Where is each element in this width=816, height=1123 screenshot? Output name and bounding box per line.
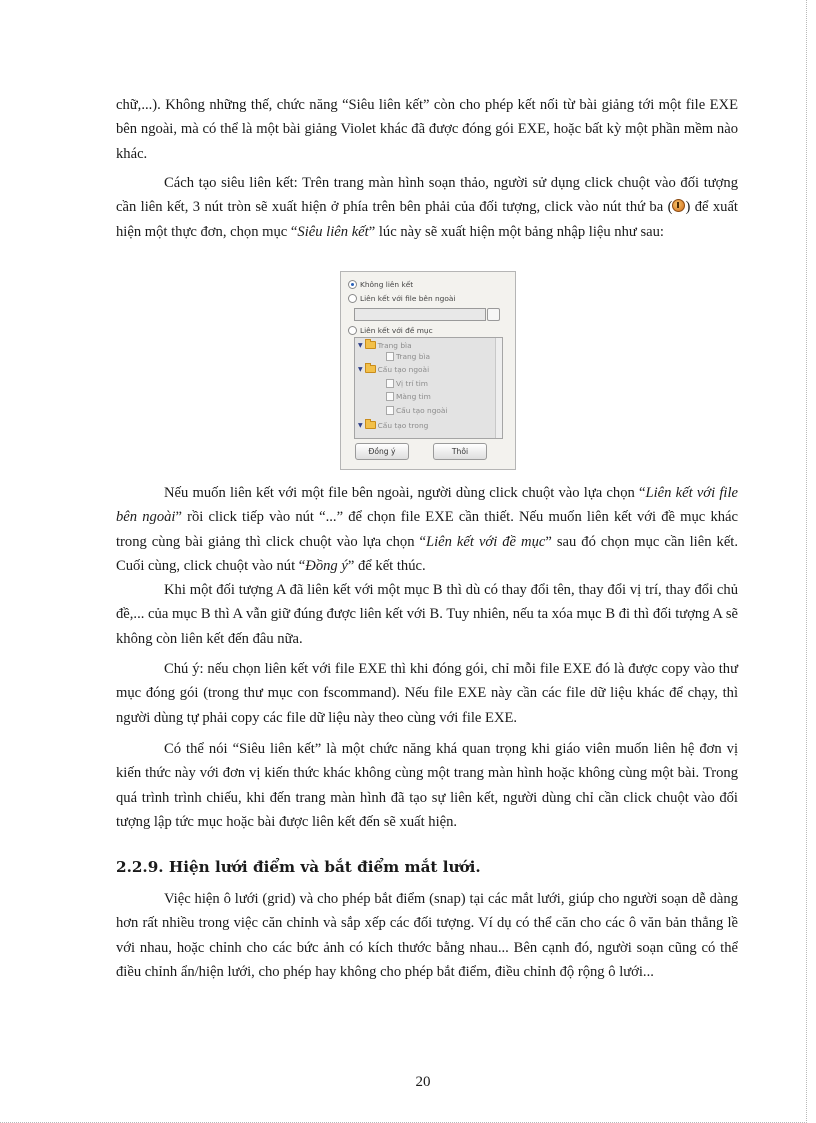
- radio-no-link-label: Không liên kết: [360, 280, 414, 289]
- page-icon: [386, 379, 394, 388]
- paragraph-2-text-d: ” lúc này sẽ xuất hiện một bảng nhập liệu như sau:: [368, 223, 664, 240]
- paragraph-3-option-external: Liên kết với file bên ngoài: [116, 485, 738, 526]
- radio-heading[interactable]: [348, 326, 433, 335]
- paragraph-4: Khi một đối tượng A đã liên kết với một mục B thì dù có thay đổi tên, thay đổi vị trí, thay đổi chủ đề,... của mục B thì A vẫn giữ đúng được liên kết với B. Tuy nhiên, nếu ta xóa mục B đi thì đối tượng A sẽ không còn liên kết đến đâu nữa.: [116, 582, 738, 647]
- radio-external-file[interactable]: [348, 294, 455, 303]
- radio-icon: [348, 326, 357, 335]
- tree-item-label: Cấu tạo ngoài: [396, 405, 448, 415]
- paragraph-3-option-heading: Liên kết với đề mục: [425, 533, 546, 550]
- tree-item[interactable]: [358, 364, 429, 374]
- hyperlink-dialog: [340, 271, 516, 470]
- page-icon: [386, 406, 394, 415]
- paragraph-3-text-e: ” sau đó chọn mục cần liên kết. Cuối cùng, click chuột vào nút “: [116, 533, 738, 574]
- section-heading: 2.2.9. Hiện lưới điểm và bắt điểm mắt lưới.: [116, 858, 481, 876]
- paragraph-3: [116, 481, 738, 578]
- paragraph-2-text-b: ) để xuất hiện một thực đơn, chọn mục “: [116, 199, 738, 240]
- browse-button[interactable]: [487, 308, 500, 321]
- tree-item[interactable]: [358, 420, 428, 430]
- paragraph-1: chữ,...). Không những thế, chức năng “Siêu liên kết” còn cho phép kết nối từ bài giảng tới một file EXE bên ngoài, mà có thể là một bài giảng Violet khác đã được đóng gói EXE, hoặc bất kỳ một phần mềm nào khác.: [116, 97, 738, 162]
- paragraph-2-text-a: Cách tạo siêu liên kết: Trên trang màn hình soạn thảo, người sử dụng click chuột vào đối tượng cần liên kết, 3 nút tròn sẽ xuất hiện ở phía trên bên phải của đối tượng, click vào nút thứ ba (: [116, 175, 738, 216]
- page-icon: [386, 392, 394, 401]
- tree-item-label: Trang bìa: [396, 351, 430, 361]
- paragraph-3-text-g: ” để kết thúc.: [347, 557, 426, 574]
- paragraph-5: Chú ý: nếu chọn liên kết với file EXE thì khi đóng gói, chỉ mỗi file EXE đó là được copy vào thư mục đóng gói (trong thư mục con fscommand). Nếu file EXE này cần các file dữ liệu khác để chạy, thì người dùng tự phải copy các file dữ liệu này theo cùng với file EXE.: [116, 661, 738, 726]
- tree-item-label: Trang bìa: [377, 340, 412, 350]
- tree-item[interactable]: [386, 391, 431, 401]
- paragraph-3-text-a: Nếu muốn liên kết với một file bên ngoài, người dùng click chuột vào lựa chọn “: [164, 485, 646, 501]
- page-icon: [386, 352, 394, 361]
- file-path-input[interactable]: [354, 308, 486, 321]
- folder-icon: [365, 365, 376, 373]
- circular-arrow-icon: [672, 199, 685, 212]
- radio-selected-icon: [348, 280, 357, 289]
- tree-item[interactable]: [386, 351, 430, 361]
- paragraph-7: Việc hiện ô lưới (grid) và cho phép bắt điểm (snap) tại các mắt lưới, giúp cho người soạn dễ dàng hơn rất nhiều trong việc căn chỉnh và sắp xếp các đối tượng. Ví dụ có thể căn cho các ô văn bản thẳng lề với nhau, hoặc chỉnh cho các bức ảnh có kích thước bằng nhau... Bên cạnh đó, người soạn cũng có thể điều chỉnh ẩn/hiện lưới, cho phép hay không cho phép bắt điểm, điều chỉnh độ rộng ô lưới...: [116, 891, 738, 980]
- heading-tree[interactable]: [354, 337, 503, 439]
- paragraph-2: [116, 171, 738, 244]
- paragraph-3-button-ok: Đồng ý: [305, 557, 348, 574]
- folder-icon: [365, 421, 376, 429]
- tree-item[interactable]: [386, 378, 428, 388]
- page-border-right: [806, 0, 807, 1123]
- radio-icon: [348, 294, 357, 303]
- expand-arrow-icon: ▼: [358, 341, 363, 349]
- radio-no-link[interactable]: [348, 280, 413, 289]
- tree-item[interactable]: [358, 340, 412, 350]
- paragraph-2-menu-item: Siêu liên kết: [297, 223, 369, 240]
- tree-item-label: Cấu tạo ngoài: [377, 364, 430, 374]
- tree-item-label: Màng tim: [396, 391, 431, 401]
- tree-item-label: Cấu tạo trong: [377, 420, 429, 430]
- radio-external-file-label: Liên kết với file bên ngoài: [360, 294, 456, 303]
- tree-scrollbar[interactable]: [495, 338, 502, 438]
- ok-button[interactable]: Đồng ý: [355, 443, 409, 460]
- radio-heading-label: Liên kết với đề mục: [360, 326, 433, 335]
- page-number: 20: [415, 1074, 431, 1090]
- tree-item-label: Vị trí tim: [396, 378, 428, 388]
- paragraph-6: Có thể nói “Siêu liên kết” là một chức năng khá quan trọng khi giáo viên muốn liên hệ đơn vị kiến thức này với đơn vị kiến thức khác không cùng một trang màn hình hoặc không cùng một bài. Trong quá trình trình chiếu, khi đến trang màn hình đã tạo sự liên kết, người dùng chỉ cần click chuột vào đối tượng lập tức mục hoặc bài được liên kết đến sẽ xuất hiện.: [116, 741, 738, 830]
- expand-arrow-icon: ▼: [358, 421, 363, 429]
- close-button[interactable]: Thôi: [433, 443, 487, 460]
- expand-arrow-icon: ▼: [358, 365, 363, 373]
- paragraph-3-text-c: ” rồi click tiếp vào nút “...” để chọn file EXE cần thiết. Nếu muốn liên kết với đề mục khác trong cùng bài giảng thì click chuột vào lựa chọn “: [116, 509, 738, 550]
- tree-item[interactable]: [386, 405, 448, 415]
- folder-icon: [365, 341, 376, 349]
